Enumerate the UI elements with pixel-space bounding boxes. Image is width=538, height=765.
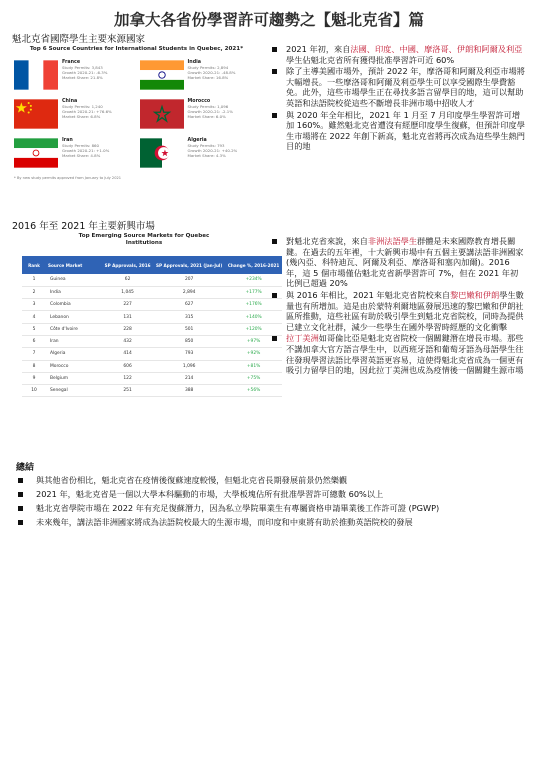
cell-market: India [46, 286, 102, 298]
cell-2021: 388 [153, 385, 225, 397]
country-share: Market Share: 6.8% [62, 114, 101, 119]
country-share: Market Share: 21.8% [62, 75, 103, 80]
cell-market: Lebanon [46, 311, 102, 323]
cell-market: Morocco [46, 360, 102, 372]
cell-change: +97% [225, 335, 282, 347]
country-permits: Study Permits: 3,843 [62, 65, 103, 70]
section-heading-source-countries: 魁北克省國際學生主要來源國家 [12, 34, 146, 45]
cell-change: +120% [225, 323, 282, 335]
cell-rank: 7 [22, 348, 46, 360]
bullet-text-red: 非洲法語學生 [367, 236, 418, 246]
cell-market: Algeria [46, 348, 102, 360]
country-share: Market Share: 4.3% [187, 153, 226, 158]
bullet-item [270, 66, 526, 108]
bullet-text-red: 黎巴嫩和伊朗 [450, 289, 500, 300]
bullet-text-pre: 對魁北克省來說，來自 [286, 236, 368, 246]
cell-rank: 8 [22, 360, 46, 372]
table-row [22, 372, 282, 384]
cell-2016: 414 [102, 348, 153, 360]
country-grid [14, 60, 259, 170]
cell-rank: 9 [22, 372, 46, 384]
iran-flag-icon [14, 138, 58, 168]
cell-change: +234% [225, 274, 282, 286]
bullet-text-post: 群體是未來國際教育增長關鍵。在過去的五年裡，十大新興市場中有五個主要講法語非洲國家(幾內亞、科特迪瓦、阿爾及利亞、摩洛哥和塞內加爾)。2016 年，這 5 個市場僅佔魁北克省新學習許可 7%，但在 2021 年初比例已超過 20% [286, 236, 524, 289]
bullet-text-pre: 除了主導美國市場外，預計 2022 年，摩洛哥和阿爾及利亞市場將大幅增長。一些摩洛哥和阿爾及利亞學生可以享受國際生學費豁免。此外，這些市場學生正在尋找多語言留學目的地，這可以幫助英語和法語院校從這些不斷增長非洲市場中招收人才 [286, 66, 525, 108]
table-row [22, 348, 282, 360]
cell-2021: 207 [153, 274, 225, 286]
table-header-market: Source Market [46, 256, 102, 274]
table-row [22, 286, 282, 298]
country-item [14, 60, 134, 92]
cell-change: +81% [225, 360, 282, 372]
country-item [14, 138, 134, 170]
cell-2016: 62 [102, 274, 153, 286]
emerging-markets-table [22, 256, 282, 397]
bullet-text-pre: 與 2016 年相比，2021 年魁北克省院校來自 [286, 289, 451, 300]
cell-2021: 501 [153, 323, 225, 335]
cell-market: Belgium [46, 372, 102, 384]
cell-2016: 228 [102, 323, 153, 335]
cell-change: +75% [225, 372, 282, 384]
summary-item: 未來幾年，講法語非洲國家將成為法語院校最大的生源市場，而印度和中東將有助於推動英語院校的發展 [16, 517, 526, 528]
country-share: Market Share: 4.8% [62, 153, 101, 158]
cell-rank: 1 [22, 274, 46, 286]
country-item [140, 138, 260, 170]
cell-2021: 1,096 [153, 360, 225, 372]
summary-item: 與其他省份相比，魁北克省在疫情後復蘇速度較慢，但魁北克省長期發展前景仍然樂觀 [16, 475, 526, 486]
cell-2016: 251 [102, 385, 153, 397]
country-name: France [62, 60, 81, 65]
cell-rank: 3 [22, 299, 46, 311]
cell-change: +56% [225, 385, 282, 397]
bullet-text-post: 學生數量也有所增加。這是由於蒙特利爾地區發展迅速的黎巴嫩和伊朗社區所推動，這些社區有助於吸引學生到魁北克省院校，同時為提供已建立文化社群，減少一些學生在國外學習時經歷的文化衝擊 [286, 289, 524, 332]
cell-market: Senegal [46, 385, 102, 397]
table-body [22, 274, 282, 397]
section-heading-emerging-markets: 2016 年至 2021 年主要新興市場 [12, 221, 155, 232]
cell-2016: 227 [102, 299, 153, 311]
india-flag-icon [140, 60, 184, 90]
table-row [22, 274, 282, 286]
france-flag-icon [14, 60, 58, 90]
cell-2021: 2,894 [153, 286, 225, 298]
summary-list [16, 475, 526, 531]
cell-2016: 606 [102, 360, 153, 372]
cell-rank: 10 [22, 385, 46, 397]
cell-rank: 2 [22, 286, 46, 298]
cell-2021: 214 [153, 372, 225, 384]
table-row [22, 360, 282, 372]
bullets-mid [270, 236, 526, 377]
country-permits: Study Permits: 1,240 [62, 104, 103, 109]
page-title: 加拿大各省份學習許可趨勢之【魁北克省】篇 [113, 11, 424, 29]
cell-2016: 432 [102, 335, 153, 347]
summary-item: 魁北克省學院市場在 2022 年有充足復蘇潛力，因為私立學院畢業生有專屬資格申請畢業後工作許可證 (PGWP) [16, 503, 526, 514]
country-name: Iran [62, 138, 73, 143]
table-row [22, 335, 282, 347]
table-row [22, 385, 282, 397]
country-growth: Growth 2020-21: +40.2% [187, 148, 238, 153]
country-share: Market Share: 16.8% [187, 75, 229, 80]
table-header-2021: SP Approvals, 2021 (Jan-Jul) [153, 256, 225, 274]
country-item [14, 99, 134, 131]
cell-2021: 627 [153, 299, 225, 311]
table-title [14, 233, 274, 247]
country-name: Morocco [187, 99, 211, 104]
table-header-2016: SP Approvals, 2016 [102, 256, 153, 274]
cell-2021: 315 [153, 311, 225, 323]
cell-change: +176% [225, 299, 282, 311]
country-item [140, 60, 260, 92]
table-header-change: Change %, 2016-2021 [225, 256, 282, 274]
bullet-item [270, 290, 526, 332]
table-row [22, 323, 282, 335]
bullet-item [270, 110, 526, 152]
morocco-flag-icon [140, 99, 184, 129]
bullet-item [270, 333, 526, 375]
bullet-text-pre: 與 2020 年全年相比，2021 年 1 月至 7 月印度學生學習許可增加 160%。雖然魁北克省遭沒有經歷印度學生復蘇，但預計印度學生市場將在 2022 年創下新高，魁北克省將再次成為這些學生熱門目的地 [286, 109, 525, 152]
cell-rank: 5 [22, 323, 46, 335]
china-flag-icon [14, 99, 58, 129]
cell-market: Colombia [46, 299, 102, 311]
country-growth: Growth 2020-21: -2.1% [187, 109, 233, 114]
cell-rank: 6 [22, 335, 46, 347]
table-row [22, 311, 282, 323]
country-name: Algeria [187, 138, 207, 143]
summary-item: 2021 年，魁北克省是一個以大學本科驅動的市場，大學板塊佔所有批准學習許可總數 60%以上 [16, 489, 526, 500]
country-growth: Growth 2020-21: -6.3% [62, 70, 108, 75]
cell-change: +140% [225, 311, 282, 323]
bullet-item [270, 44, 526, 65]
cell-market: Iran [46, 335, 102, 347]
bullet-text-pre: 2021 年初，來自 [286, 44, 351, 54]
table-title-line1: Top Emerging Source Markets for Quebec [78, 233, 210, 239]
summary-heading: 總結 [16, 463, 35, 473]
cell-market: Guinea [46, 274, 102, 286]
bullet-item [270, 236, 526, 289]
bullets-top [270, 44, 526, 153]
cell-2021: 850 [153, 335, 225, 347]
cell-market: Côte d'Ivoire [46, 323, 102, 335]
table-title-line2: Institutions [125, 240, 163, 246]
cell-change: +177% [225, 286, 282, 298]
country-permits: Study Permits: 860 [62, 143, 99, 148]
cell-2016: 1,045 [102, 286, 153, 298]
bullet-text-red: 法國、印度、中國、摩洛哥、伊朗和阿爾及利亞 [350, 44, 523, 54]
bullet-text-red: 拉丁美洲 [286, 333, 319, 344]
table-row [22, 299, 282, 311]
country-growth: Growth 2020-21: -48.8% [187, 70, 236, 75]
card-footnote: * By new study permits approved from January to July 2021 [14, 176, 122, 180]
cell-2016: 122 [102, 372, 153, 384]
card-title: Top 6 Source Countries for International Students in Quebec, 2021* [29, 46, 244, 52]
cell-rank: 4 [22, 311, 46, 323]
cell-2016: 131 [102, 311, 153, 323]
country-permits: Study Permits: 2,894 [187, 65, 229, 70]
country-name: China [62, 99, 78, 104]
cell-2021: 793 [153, 348, 225, 360]
country-growth: Growth 2020-21: +76.6% [62, 109, 112, 114]
country-item [140, 99, 260, 131]
cell-change: +92% [225, 348, 282, 360]
country-permits: Study Permits: 1,096 [187, 104, 229, 109]
algeria-flag-icon [140, 138, 184, 168]
bullet-text-post: 如哥倫比亞是魁北克省院校一個關鍵潛在增長市場。那些不講加拿大官方語言學生中，以西班牙語和葡萄牙語為母語學生往往發現學習法語比學習英語更容易，這使得魁北克省成為一個更有吸引力留學目的地，因此拉丁美洲也成為疫情後一個關鍵生源市場 [286, 333, 524, 376]
bullet-text-post: 學生佔魁北克省所有獲得批准學習許可近 60% [286, 54, 455, 65]
source-countries-card [14, 46, 259, 180]
country-growth: Growth 2020-21: +1.0% [62, 148, 110, 153]
country-share: Market Share: 6.0% [187, 114, 226, 119]
country-name: India [187, 60, 202, 65]
country-permits: Study Permits: 793 [187, 143, 225, 148]
table-header-rank: Rank [22, 256, 46, 274]
